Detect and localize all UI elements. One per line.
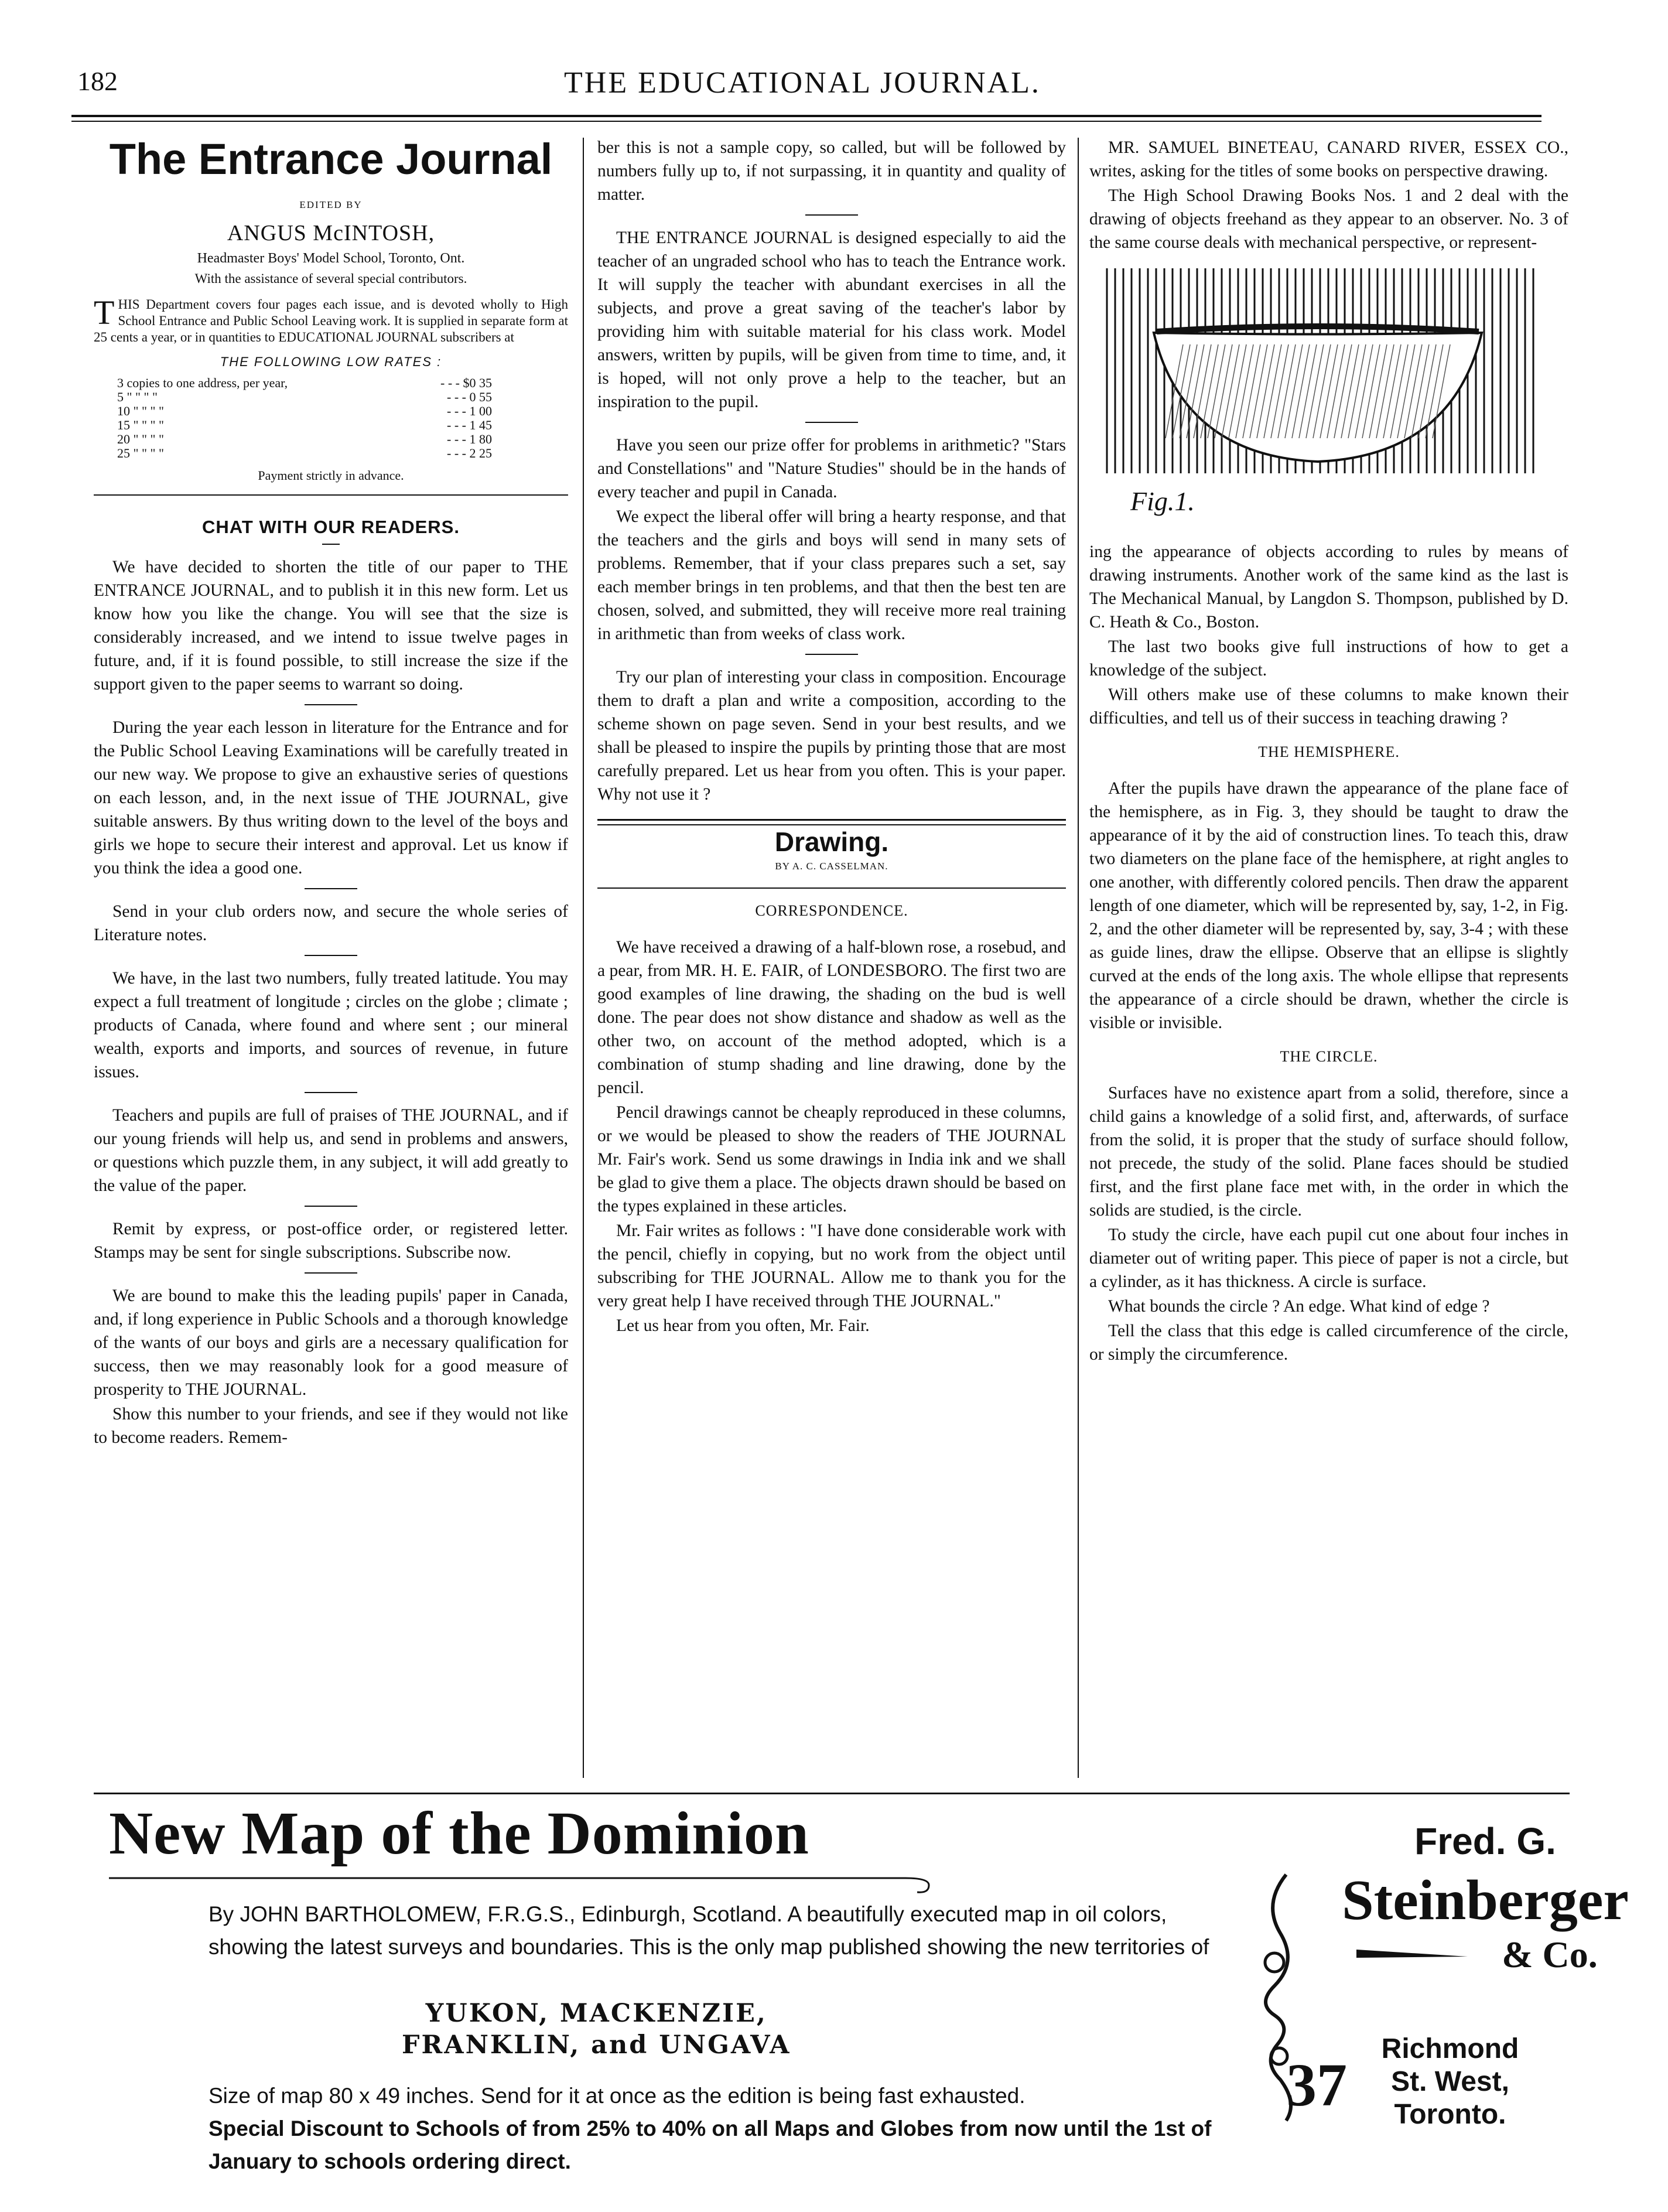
notice-text: HIS Department covers four pages each issue, and is devoted wholly to High School Entrance and Public School Leaving work. It is supplied in separate form at 25 cents a year, or in quantities to EDUCATIONAL JOURNAL subscribers at	[94, 297, 568, 344]
paragraph: We are bound to make this the leading pupils' paper in Canada, and, if long experience in Public Schools and a thorough knowledge of the wants of our boys and girls are a necessary qualification for success, then we may reasonably look for a good measure of prosperity to THE JOURNAL.	[94, 1286, 568, 1399]
paragraph: Teachers and pupils are full of praises of THE JOURNAL, and if our young friends will help us, and send in problems and answers, or questions which puzzle them, in any subject, it will add greatly to the value of the paper.	[94, 1106, 568, 1195]
advert-size-and-discount	[208, 2080, 1251, 2178]
column-divider-1	[583, 138, 584, 1778]
paragraph: Send in your club orders now, and secure the whole series of Literature notes.	[94, 902, 568, 944]
divider	[305, 1206, 357, 1207]
paragraph: We expect the liberal offer will bring a hearty response, and that the teachers and the girls and boys will send in many sets of problems. Remember, that if your class prepares such a set, say each member brings in ten problems, and that then the best ten are chosen, solved, and submitted, they will receive more real training in arithmetic than from weeks of class work.	[597, 507, 1066, 643]
correspondence-heading: CORRESPONDENCE.	[755, 902, 908, 919]
assistance-note: With the assistance of several special contributors.	[194, 271, 467, 286]
rate-row: 25 " " " " - - - 2 25	[117, 446, 492, 460]
edited-by-label: EDITED BY	[299, 199, 363, 210]
paragraph: To study the circle, have each pupil cut one about four inches in diameter out of writing paper. This piece of paper is not a circle, but a cylinder, as it has thickness. A circle is surface.	[1089, 1226, 1568, 1291]
steinberger-company	[1304, 1820, 1667, 1980]
section-rule	[597, 887, 1066, 889]
section-rule	[94, 494, 568, 496]
paragraph: We have decided to shorten the title of our paper to THE ENTRANCE JOURNAL, and to publish it in this new form. Let us know how you like the change. You will see that the size is considerably increased, and we intend to issue twelve pages in future, and, if it is found possible, to still increase the size if the support given to the paper seems to warrant so doing.	[94, 558, 568, 694]
divider	[305, 888, 357, 889]
column-1	[94, 136, 568, 1457]
rate-row: 10 " " " " - - - 1 00	[117, 404, 492, 418]
circle-heading: THE CIRCLE.	[1280, 1048, 1378, 1065]
divider	[322, 544, 340, 545]
divider	[305, 1092, 357, 1093]
hemisphere-heading: THE HEMISPHERE.	[1258, 743, 1400, 760]
rate-row: 15 " " " " - - - 1 45	[117, 418, 492, 432]
paragraph: Mr. Fair writes as follows : "I have done considerable work with the pencil, chiefly in copying, but no work from the object until subscribing for THE JOURNAL. Allow me to thank you for the very great help I have received through THE JOURNAL."	[597, 1221, 1066, 1310]
paragraph: Tell the class that this edge is called circumference of the circle, or simply the circumference.	[1089, 1322, 1568, 1364]
header-rule-thin	[71, 121, 1541, 122]
paragraph: We have received a drawing of a half-blown rose, a rosebud, and a pear, from MR. H. E. FAIR, of LONDESBORO. The first two are good examples of line drawing, the shading on the bud is well done. The pear does not show distance and shadow as well as the other two, on account of the method adopted, which is a combination of stump shading and line drawing, done by the pencil.	[597, 938, 1066, 1097]
advert-description: By JOHN BARTHOLOMEW, F.R.G.S., Edinburgh, Scotland. A beautifully executed map in oil colors, showing the latest surveys and boundaries. This is the only map published showing the new territories of	[208, 1902, 1209, 1959]
address-number: 37	[1286, 2051, 1347, 2119]
territories-line-1: YUKON, MACKENZIE,	[425, 1999, 767, 2028]
header-rule-thick	[71, 115, 1541, 117]
advert-title: New Map of the Dominion	[109, 1800, 809, 1867]
discount-line: Special Discount to Schools of from 25% to 40% on all Maps and Globes from now until the 1st of January to schools ordering direct.	[208, 2117, 1212, 2173]
map-advertisement	[109, 1798, 1629, 2173]
hemisphere-drawing	[1101, 262, 1546, 497]
rates-table	[117, 376, 568, 460]
company-name-line-2: Steinberger	[1342, 1869, 1629, 1932]
divider	[805, 422, 858, 423]
paragraph: Try our plan of interesting your class in composition. Encourage them to draft a plan and write a composition, according to the scheme shown on page seven. Send in your best results, and we shall be pleased to inspire the pupils by printing those that are most carefully prepared. Let us hear from you often. This is your paper. Why not use it ?	[597, 668, 1066, 804]
chat-heading: CHAT WITH OUR READERS.	[202, 517, 460, 537]
divider	[305, 704, 357, 705]
figure-label: Fig.1.	[1130, 486, 1195, 516]
paragraph: Have you seen our prize offer for problems in arithmetic? "Stars and Constellations" and "Nature Studies" should be in the hands of every teacher and pupil in Canada.	[597, 436, 1066, 501]
rates-title: THE FOLLOWING LOW RATES :	[220, 354, 442, 369]
journal-title: THE EDUCATIONAL JOURNAL.	[564, 66, 1041, 100]
divider	[305, 1272, 357, 1274]
paragraph: During the year each lesson in literature for the Entrance and for the Public School Leaving Examinations will be carefully treated in our new way. We propose to give an exhaustive series of questions on each lesson, and, in the next issue of THE JOURNAL, give suitable answers. By thus writing down to the level of the boys and girls we hope to secure their interest and approval. Let us know if you think the idea a good one.	[94, 718, 568, 878]
section-rule-thick	[597, 819, 1066, 821]
swash-flourish	[1356, 1945, 1468, 1962]
address-line-1: Richmond	[1381, 2033, 1519, 2064]
territories-line-2: FRANKLIN, and UNGAVA	[402, 2030, 791, 2060]
editor-role: Headmaster Boys' Model School, Toronto, Ont.	[197, 251, 465, 266]
paragraph: Will others make use of these columns to make known their difficulties, and tell us of their success in teaching drawing ?	[1089, 685, 1568, 728]
advert-territories	[402, 1998, 791, 2061]
divider	[805, 654, 858, 655]
company-name-line-3: & Co.	[1502, 1934, 1598, 1975]
rate-row: 20 " " " " - - - 1 80	[117, 432, 492, 446]
rate-row: 3 copies to one address, per year, - - - $0 35	[117, 376, 492, 390]
address-lines	[1362, 2033, 1538, 2131]
paragraph: ber this is not a sample copy, so called, but will be followed by numbers fully up to, if not surpassing, it in quantity and quality of matter.	[597, 138, 1066, 204]
paragraph: We have, in the last two numbers, fully treated latitude. You may expect a full treatment of longitude ; circles on the globe ; climate ; products of Canada, where found and where sent ; our mineral wealth, exports and imports, and sources of revenue, in future issues.	[94, 969, 568, 1081]
department-notice	[94, 293, 568, 346]
rate-row: 5 " " " " - - - 0 55	[117, 390, 492, 404]
divider	[305, 955, 357, 956]
drawing-heading: Drawing.	[774, 827, 889, 857]
company-line-3	[1304, 1933, 1667, 1980]
paragraph: Surfaces have no existence apart from a solid, therefore, since a child gains a knowledge of a solid first, and, afterwards, of surface from the solid, it is proper that the study of surface should follow, not precede, the study of the solid. Plane faces should be studied first, and the first plane face met with, in the order in which the solids are studied, is the circle.	[1089, 1084, 1568, 1220]
company-name-line-1: Fred. G.	[1414, 1820, 1556, 1862]
paragraph: Show this number to your friends, and see if they would not like to become readers. Remem-	[94, 1405, 568, 1447]
entrance-journal-title: The Entrance Journal	[109, 135, 553, 183]
page-number: 182	[77, 66, 118, 96]
paragraph: What bounds the circle ? An edge. What kind of edge ?	[1108, 1297, 1490, 1316]
address-line-3: Toronto.	[1394, 2099, 1506, 2130]
paragraph: MR. SAMUEL BINETEAU, CANARD RIVER, ESSEX CO., writes, asking for the titles of some books on perspective drawing.	[1089, 138, 1568, 180]
divider	[805, 214, 858, 216]
title-underline-flourish	[109, 1868, 941, 1897]
column-2	[597, 136, 1066, 1346]
editor-name: ANGUS McINTOSH,	[227, 221, 435, 245]
page-header	[71, 66, 1533, 110]
paragraph: ing the appearance of objects according to rules by means of drawing instruments. Another work of the same kind as the last is The Mechanical Manual, by Langdon S. Thompson, published by D. C. Heath & Co., Boston.	[1089, 542, 1568, 631]
paragraph: After the pupils have drawn the appearance of the plane face of the hemisphere, as in Fig. 3, they should be taught to draw the appearance of it by the aid of construction lines. To teach this, draw two diameters on the plane face of the hemisphere, at right angles to one another, with differently colored pencils. Then draw the apparent length of one diameter, which will be represented by, say, 1-2, in Fig. 2, and the other diameter will be represented by, say, 3-4 ; with these as guide lines, draw the ellipse. Observe that an ellipse is slightly curved at the ends of the long axis. The whole ellipse that represents the appearance of a circle should be drawn, whether the circle is visible or invisible.	[1089, 779, 1568, 1032]
advert-top-rule	[94, 1793, 1570, 1794]
section-rule-thin	[597, 824, 1066, 825]
paragraph: The last two books give full instructions of how to get a knowledge of the subject.	[1089, 637, 1568, 680]
column-3	[1089, 136, 1568, 1374]
notice-dropcap: T	[94, 293, 115, 332]
paragraph: Remit by express, or post-office order, or registered letter. Stamps may be sent for single subscriptions. Subscribe now.	[94, 1220, 568, 1262]
paragraph: THE ENTRANCE JOURNAL is designed especially to aid the teacher of an ungraded school who has to teach the Entrance work. It will supply the teacher with abundant exercises in all the subjects, and prove a great saving of the teacher's labor by providing him with suitable material for his class work. Model answers, written by pupils, will be given from time to time, and, it is hoped, will not only prove a help to the teacher, but an inspiration to the pupil.	[597, 228, 1066, 411]
payment-note: Payment strictly in advance.	[258, 468, 404, 483]
address-line-2: St. West,	[1391, 2066, 1509, 2097]
figure-1-hemisphere	[1101, 262, 1546, 516]
map-size-line: Size of map 80 x 49 inches. Send for it at once as the edition is being fast exhausted.	[208, 2084, 1026, 2108]
paragraph: Let us hear from you often, Mr. Fair.	[616, 1316, 870, 1335]
paragraph: Pencil drawings cannot be cheaply reproduced in these columns, or we would be pleased to show the readers of THE JOURNAL Mr. Fair's work. Send us some drawings in India ink and we shall be glad to give them a place. The objects drawn should be based on the types explained in these articles.	[597, 1103, 1066, 1216]
drawing-byline: BY A. C. CASSELMAN.	[775, 861, 888, 872]
paragraph: The High School Drawing Books Nos. 1 and 2 deal with the drawing of objects freehand as they appear to an observer. No. 3 of the same course deals with mechanical perspective, or represent-	[1089, 186, 1568, 252]
column-divider-2	[1078, 138, 1079, 1778]
